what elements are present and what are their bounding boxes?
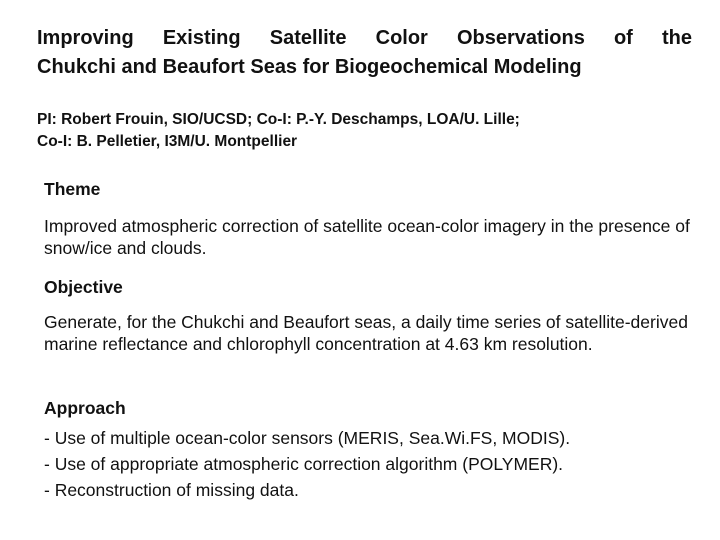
approach-item: - Use of appropriate atmospheric correction algorithm (POLYMER). <box>44 454 564 474</box>
title-line-1: Improving Existing Satellite Color Observations of the <box>37 27 692 49</box>
approach-item: - Use of multiple ocean-color sensors (MERIS, Sea.Wi.FS, MODIS). <box>44 428 571 448</box>
authors-block <box>37 109 520 153</box>
approach-item: - Reconstruction of missing data. <box>44 480 299 500</box>
theme-text: Improved atmospheric correction of satellite ocean-color imagery in the presence of snow/ice and clouds. <box>44 216 690 258</box>
approach-list <box>44 427 570 505</box>
theme-heading: Theme <box>44 179 101 199</box>
objective-heading: Objective <box>44 277 123 297</box>
approach-heading: Approach <box>44 398 126 418</box>
slide-title <box>37 24 692 82</box>
authors-line-2: Co-I: B. Pelletier, I3M/U. Montpellier <box>37 133 298 150</box>
title-line-2: Chukchi and Beaufort Seas for Biogeochemical Modeling <box>37 56 582 78</box>
authors-line-1: PI: Robert Frouin, SIO/UCSD; Co-I: P.-Y. Deschamps, LOA/U. Lille; <box>37 111 520 128</box>
objective-text: Generate, for the Chukchi and Beaufort seas, a daily time series of satellite-derived marine reflectance and chlorophyll concentration at 4.63 km resolution. <box>44 312 688 354</box>
